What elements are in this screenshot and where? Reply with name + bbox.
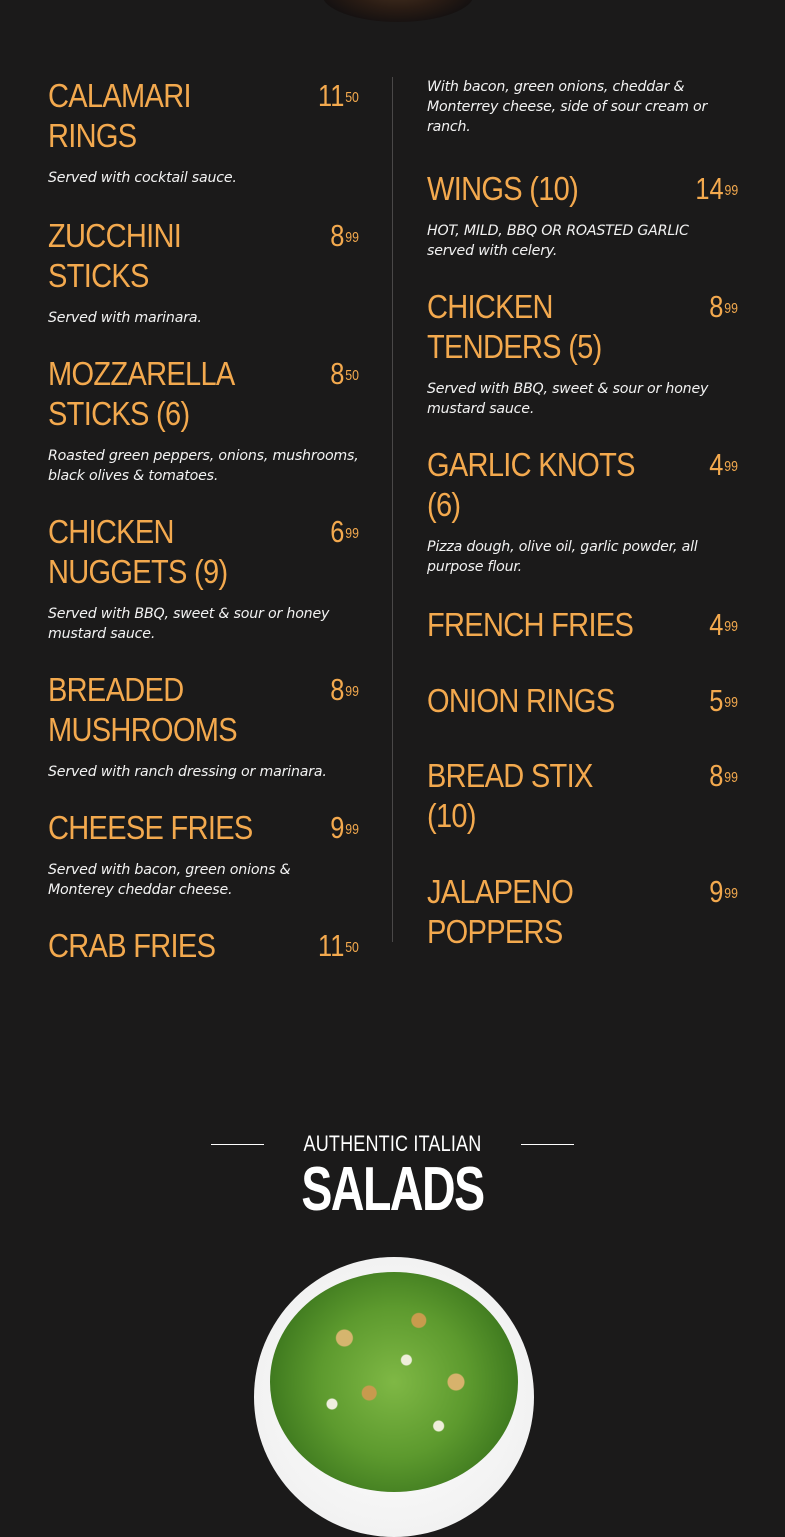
item-price: $9^{99}$ bbox=[709, 874, 738, 909]
decorative-rule-right bbox=[521, 1144, 574, 1145]
menu-item bbox=[427, 169, 738, 261]
item-price: $8^{99}$ bbox=[709, 758, 738, 793]
menu-item bbox=[48, 808, 359, 900]
menu-item bbox=[48, 216, 359, 328]
item-name: JALAPENO POPPERS bbox=[427, 873, 574, 950]
item-name: GARLIC KNOTS (6) bbox=[427, 446, 635, 523]
item-price: $8^{50}$ bbox=[330, 356, 359, 391]
item-description: Pizza dough, olive oil, garlic powder, all purpose flour. bbox=[427, 539, 698, 575]
menu-item bbox=[427, 872, 738, 952]
item-name: FRENCH FRIES bbox=[427, 606, 634, 643]
item-name: CRAB FRIES bbox=[48, 927, 216, 964]
section-title: SALADS bbox=[301, 1155, 484, 1224]
menu-item bbox=[48, 354, 359, 486]
menu-item bbox=[427, 287, 738, 419]
menu-item bbox=[427, 605, 738, 645]
item-description: Served with ranch dressing or marinara. bbox=[48, 764, 327, 780]
item-description: Served with bacon, green onions & Monterey cheddar cheese. bbox=[48, 862, 291, 898]
item-description: Served with cocktail sauce. bbox=[48, 170, 237, 186]
menu-item bbox=[48, 670, 359, 782]
item-description: Served with marinara. bbox=[48, 310, 202, 326]
item-price: $8^{99}$ bbox=[330, 218, 359, 253]
salad-photo bbox=[270, 1272, 518, 1492]
item-price: $5^{99}$ bbox=[709, 683, 738, 718]
column-divider bbox=[392, 77, 393, 942]
continued-description: With bacon, green onions, cheddar & Monterrey cheese, side of sour cream or ranch. bbox=[427, 79, 708, 135]
decorative-rule-left bbox=[211, 1144, 264, 1145]
menu-item bbox=[48, 76, 359, 188]
item-price: $9^{99}$ bbox=[330, 810, 359, 845]
item-description: Roasted green peppers, onions, mushrooms, black olives & tomatoes. bbox=[48, 448, 359, 484]
item-name: CHICKEN TENDERS (5) bbox=[427, 288, 602, 365]
appetizer-photo bbox=[322, 0, 474, 22]
item-price: $4^{99}$ bbox=[709, 447, 738, 482]
item-description: Served with BBQ, sweet & sour or honey mustard sauce. bbox=[48, 606, 330, 642]
item-description: HOT, MILD, BBQ OR ROASTED GARLIC served with celery. bbox=[427, 223, 689, 259]
section-kicker: AUTHENTIC ITALIAN bbox=[303, 1131, 482, 1156]
menu-item bbox=[427, 445, 738, 577]
menu-column-left bbox=[48, 76, 359, 966]
item-name: MOZZARELLA STICKS (6) bbox=[48, 355, 234, 432]
item-price: $8^{99}$ bbox=[709, 289, 738, 324]
item-price: $8^{99}$ bbox=[330, 672, 359, 707]
menu-item bbox=[48, 512, 359, 644]
item-name: ONION RINGS bbox=[427, 682, 615, 719]
menu-item bbox=[427, 681, 738, 721]
item-name: WINGS (10) bbox=[427, 170, 579, 207]
item-name: CALAMARI RINGS bbox=[48, 77, 191, 154]
item-description: Served with BBQ, sweet & sour or honey mustard sauce. bbox=[427, 381, 709, 417]
item-price: $11^{50}$ bbox=[318, 928, 359, 963]
menu-item bbox=[48, 926, 359, 966]
item-price: $6^{99}$ bbox=[330, 514, 359, 549]
item-name: CHICKEN NUGGETS (9) bbox=[48, 513, 228, 590]
item-name: CHEESE FRIES bbox=[48, 809, 253, 846]
item-name: BREAD STIX (10) bbox=[427, 757, 593, 834]
item-price: $4^{99}$ bbox=[709, 607, 738, 642]
section-header bbox=[0, 1130, 785, 1222]
item-name: ZUCCHINI STICKS bbox=[48, 217, 182, 294]
menu-item bbox=[427, 756, 738, 836]
menu-column-right bbox=[427, 77, 738, 952]
item-price: $11^{50}$ bbox=[318, 78, 359, 113]
item-name: BREADED MUSHROOMS bbox=[48, 671, 237, 748]
item-price: $14^{99}$ bbox=[695, 171, 738, 206]
